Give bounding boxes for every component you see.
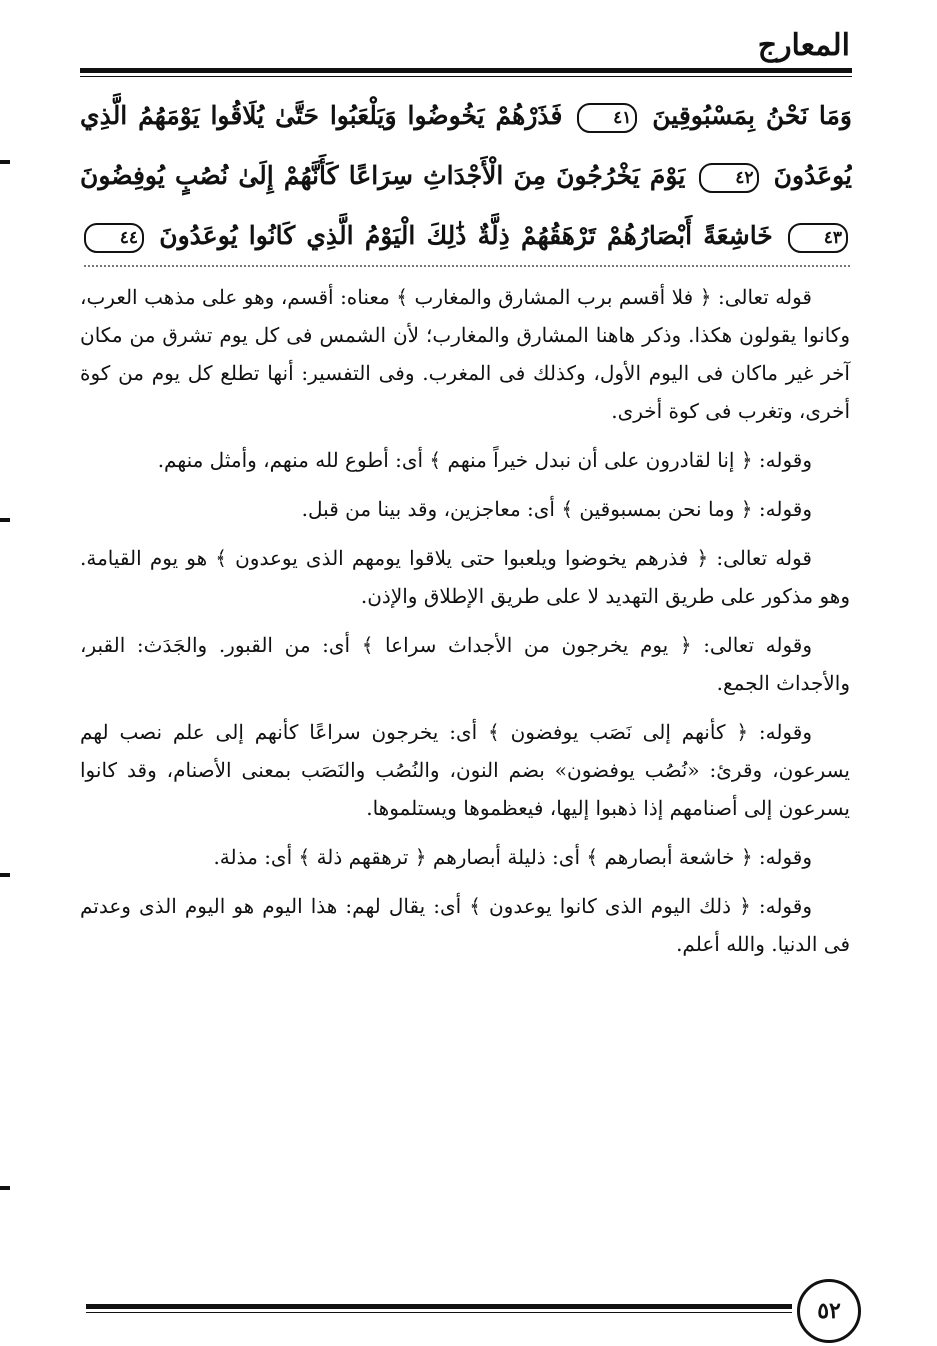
margin-binding-mark xyxy=(0,1186,10,1190)
margin-binding-mark xyxy=(0,518,10,522)
quran-line-2: يُوعَدُونَ ٤٢ يَوْمَ يَخْرُجُونَ مِنَ الْأَجْدَاثِ سِرَاعًا كَأَنَّهُمْ إِلَىٰ نُصُبٍ يُوفِضُونَ xyxy=(80,146,852,206)
quran-verses-block xyxy=(80,86,852,266)
verse-number-marker: ٤٤ xyxy=(84,223,144,253)
commentary-paragraph: وقوله: ﴿ خاشعة أبصارهم ﴾ أى: ذليلة أبصارهم ﴿ ترهقهم ذلة ﴾ أى: مذلة. xyxy=(213,845,812,869)
footer-rule xyxy=(86,1304,792,1309)
commentary-paragraph: وقوله: ﴿ ذلك اليوم الذى كانوا يوعدون ﴾ أى: يقال لهم: هذا اليوم هو اليوم الذى وعدتم فى الدنيا. والله أعلم. xyxy=(80,894,850,956)
commentary-block xyxy=(80,278,850,974)
page-number: ٥٢ xyxy=(797,1279,861,1343)
verse-number-marker: ٤٣ xyxy=(788,223,848,253)
header-rule xyxy=(80,68,852,73)
margin-binding-mark xyxy=(0,160,10,164)
commentary-paragraph: قوله تعالى: ﴿ فذرهم يخوضوا ويلعبوا حتى يلاقوا يومهم الذى يوعدون ﴾ هو يوم القيامة. وهو مذكور على طريق التهديد لا على طريق الإطلاق والإذن. xyxy=(80,546,850,608)
footer-rule-thin xyxy=(86,1312,792,1313)
header-rule-thin xyxy=(80,76,852,77)
verse-number-marker: ٤٢ xyxy=(699,163,759,193)
quran-line-1: وَمَا نَحْنُ بِمَسْبُوقِينَ ٤١ فَذَرْهُمْ يَخُوضُوا وَيَلْعَبُوا حَتَّىٰ يُلَاقُوا يَوْمَهُمُ الَّذِي xyxy=(80,86,852,146)
commentary-paragraph: قوله تعالى: ﴿ فلا أقسم برب المشارق والمغارب ﴾ معناه: أقسم، وهو على مذهب العرب، وكانوا يقولون هكذا. وذكر هاهنا المشارق والمغارب؛ لأن الشمس فى كل يوم تشرق من مكان آخر غير ماكان فى اليوم الأول، وكذلك فى المغرب. وفى التفسير: أنها تطلع كل يوم من كوة أخرى، وتغرب فى كوة أخرى. xyxy=(80,285,850,423)
commentary-paragraph: وقوله تعالى: ﴿ يوم يخرجون من الأجداث سراعا ﴾ أى: من القبور. والجَدَث: القبر، والأجداث الجمع. xyxy=(80,633,850,695)
verse-number-marker: ٤١ xyxy=(577,103,637,133)
running-header-title: المعارج xyxy=(757,28,850,63)
commentary-paragraph: وقوله: ﴿ وما نحن بمسبوقين ﴾ أى: معاجزين، وقد بينا من قبل. xyxy=(301,497,812,521)
section-divider xyxy=(84,265,850,267)
quran-line-3: ٤٣ خَاشِعَةً أَبْصَارُهُمْ تَرْهَقُهُمْ ذِلَّةٌ ذَٰلِكَ الْيَوْمُ الَّذِي كَانُوا يُوعَدُونَ ٤٤ xyxy=(80,206,852,266)
commentary-paragraph: وقوله: ﴿ كأنهم إلى نَصَب يوفضون ﴾ أى: يخرجون سراعًا كأنهم إلى علم نصب لهم يسرعون، وقرئ: «نُصُب يوفضون» بضم النون، والنُصُب والنَصَب بمعنى الأصنام، وقد كانوا يسرعون إلى أصنامهم إذا ذهبوا إليها، فيعظموها ويستلموها. xyxy=(80,720,850,820)
margin-binding-mark xyxy=(0,873,10,877)
commentary-paragraph: وقوله: ﴿ إنا لقادرون على أن نبدل خيراً منهم ﴾ أى: أطوع لله منهم، وأمثل منهم. xyxy=(157,448,812,472)
